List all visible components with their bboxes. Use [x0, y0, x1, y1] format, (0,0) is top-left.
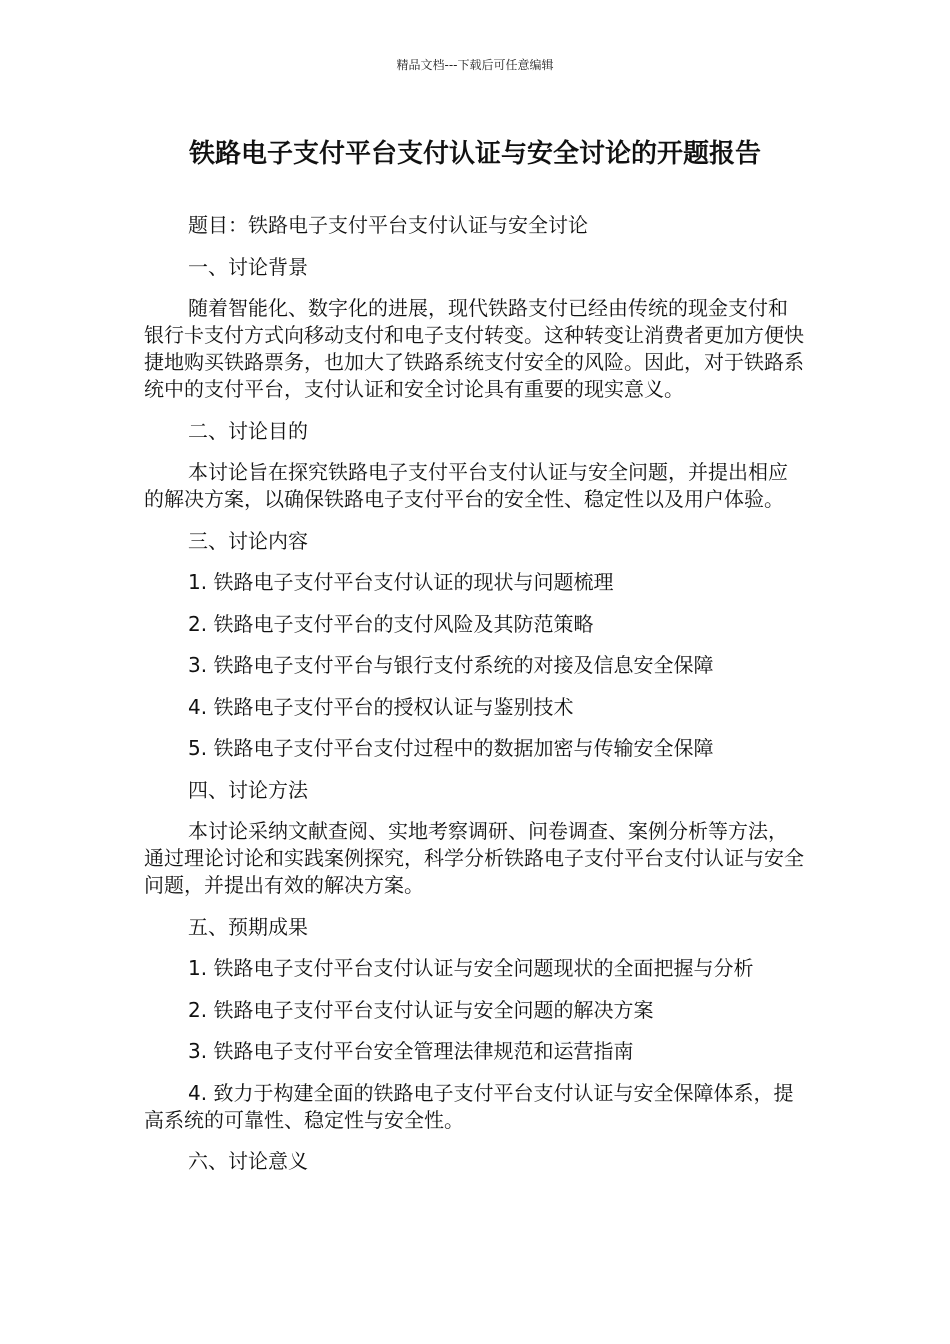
results-list-item: 4. 致力于构建全面的铁路电子支付平台支付认证与安全保障体系，提高系统的可靠性、稳定性与安全性。 — [144, 1080, 794, 1132]
content-list-item: 3. 铁路电子支付平台与银行支付系统的对接及信息安全保障 — [188, 653, 714, 677]
content-list-item: 2. 铁路电子支付平台的支付风险及其防范策略 — [188, 611, 594, 636]
background-paragraph: 随着智能化、数字化的进展，现代铁路支付已经由传统的现金支付和银行卡支付方式向移动支付和电子支付转变。这种转变让消费者更加方便快捷地购买铁路票务，也加大了铁路系统支付安全的风险。因此，对于铁路系统中的支付平台，支付认证和安全讨论具有重要的现实意义。 — [144, 296, 804, 401]
method-paragraph: 本讨论采纳文献查阅、实地考察调研、问卷调查、案例分析等方法，通过理论讨论和实践案例探究，科学分析铁路电子支付平台支付认证与安全问题，并提出有效的解决方案。 — [144, 819, 804, 897]
results-list-item: 1. 铁路电子支付平台支付认证与安全问题现状的全面把握与分析 — [188, 956, 754, 980]
section-heading-purpose: 二、讨论目的 — [188, 418, 308, 443]
section-heading-method: 四、讨论方法 — [188, 777, 308, 802]
document-title: 铁路电子支付平台支付认证与安全讨论的开题报告 — [188, 139, 761, 169]
content-list-item: 5. 铁路电子支付平台支付过程中的数据加密与传输安全保障 — [188, 736, 714, 760]
section-heading-content: 三、讨论内容 — [188, 528, 308, 553]
section-heading-expected-results: 五、预期成果 — [188, 914, 308, 939]
results-list-item: 2. 铁路电子支付平台支付认证与安全问题的解决方案 — [188, 997, 654, 1022]
section-heading-background: 一、讨论背景 — [188, 254, 308, 279]
topic-line: 题目：铁路电子支付平台支付认证与安全讨论 — [188, 213, 588, 237]
document-body — [144, 212, 804, 1190]
results-list-item: 3. 铁路电子支付平台安全管理法律规范和运营指南 — [188, 1039, 634, 1063]
content-list-item: 4. 铁路电子支付平台的授权认证与鉴别技术 — [188, 694, 574, 719]
header-note: 精品文档---下载后可任意编辑 — [396, 58, 554, 72]
purpose-paragraph: 本讨论旨在探究铁路电子支付平台支付认证与安全问题，并提出相应的解决方案，以确保铁路电子支付平台的安全性、稳定性以及用户体验。 — [144, 460, 788, 511]
content-list-item: 1. 铁路电子支付平台支付认证的现状与问题梳理 — [188, 570, 614, 594]
section-heading-significance: 六、讨论意义 — [188, 1149, 308, 1173]
